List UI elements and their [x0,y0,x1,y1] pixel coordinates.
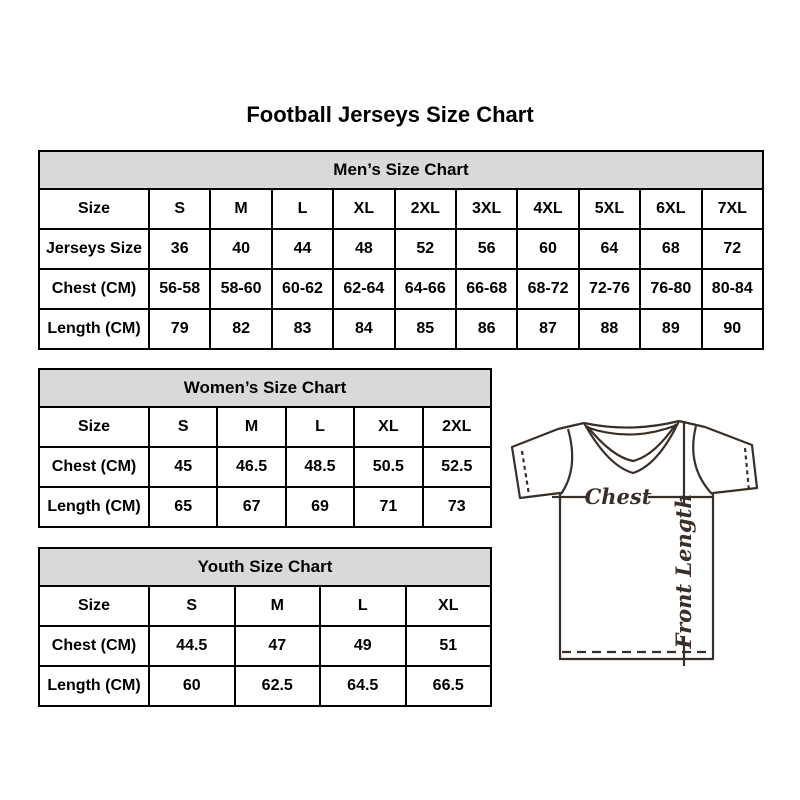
womens-table-row [39,407,491,447]
cell-value: XL [354,407,422,447]
jersey-outline [512,421,757,666]
cell-value: 68-72 [517,269,578,309]
row-label: Chest (CM) [39,269,149,309]
cell-value: 45 [149,447,217,487]
youth-table-title: Youth Size Chart [39,548,491,586]
youth-table-row [39,666,491,706]
cell-value: S [149,407,217,447]
cell-value: 46.5 [217,447,285,487]
jersey-diagram [500,410,770,670]
cell-value: 71 [354,487,422,527]
cell-value: 56-58 [149,269,210,309]
cell-value: 60 [517,229,578,269]
row-label: Chest (CM) [39,447,149,487]
cell-value: XL [333,189,394,229]
cell-value: 80-84 [702,269,763,309]
row-label: Length (CM) [39,666,149,706]
youth-table-row [39,626,491,666]
cell-value: L [272,189,333,229]
cell-value: S [149,189,210,229]
cell-value: 85 [395,309,456,349]
row-label: Size [39,586,149,626]
cell-value: 56 [456,229,517,269]
cell-value: 50.5 [354,447,422,487]
cell-value: 65 [149,487,217,527]
row-label: Length (CM) [39,309,149,349]
cell-value: M [217,407,285,447]
cell-value: 49 [320,626,406,666]
mens-table-title: Men’s Size Chart [39,151,763,189]
row-label: Size [39,189,149,229]
cell-value: 51 [406,626,492,666]
row-label: Size [39,407,149,447]
cell-value: L [286,407,354,447]
cell-value: 40 [210,229,271,269]
cell-value: 44 [272,229,333,269]
chest-label: Chest [584,484,652,509]
cell-value: 86 [456,309,517,349]
mens-table-row [39,309,763,349]
cell-value: XL [406,586,492,626]
cell-value: 64 [579,229,640,269]
mens-table-row [39,229,763,269]
cell-value: 64-66 [395,269,456,309]
cell-value: 79 [149,309,210,349]
womens-table-title: Women’s Size Chart [39,369,491,407]
cell-value: 66-68 [456,269,517,309]
cell-value: 48 [333,229,394,269]
cell-value: 2XL [395,189,456,229]
cell-value: 2XL [423,407,491,447]
cell-value: 76-80 [640,269,701,309]
cell-value: 64.5 [320,666,406,706]
cell-value: 48.5 [286,447,354,487]
cell-value: M [235,586,321,626]
cell-value: 82 [210,309,271,349]
youth-size-table [38,547,492,707]
row-label: Chest (CM) [39,626,149,666]
cell-value: 6XL [640,189,701,229]
cell-value: 72-76 [579,269,640,309]
cell-value: 60 [149,666,235,706]
womens-size-table [38,368,492,528]
cell-value: 73 [423,487,491,527]
cell-value: 3XL [456,189,517,229]
cell-value: 69 [286,487,354,527]
right-cuff-stitch [745,448,749,491]
cell-value: 44.5 [149,626,235,666]
left-cuff-stitch [522,451,529,495]
mens-table-row [39,269,763,309]
cell-value: 89 [640,309,701,349]
cell-value: 4XL [517,189,578,229]
cell-value: M [210,189,271,229]
row-label: Length (CM) [39,487,149,527]
cell-value: 52 [395,229,456,269]
cell-value: 52.5 [423,447,491,487]
cell-value: 62-64 [333,269,394,309]
cell-value: 88 [579,309,640,349]
cell-value: 58-60 [210,269,271,309]
cell-value: 60-62 [272,269,333,309]
cell-value: 66.5 [406,666,492,706]
youth-table-row [39,586,491,626]
cell-value: 90 [702,309,763,349]
womens-table-row [39,447,491,487]
cell-value: 84 [333,309,394,349]
cell-value: 47 [235,626,321,666]
mens-size-table [38,150,764,350]
cell-value: 36 [149,229,210,269]
mens-table-row [39,189,763,229]
front-length-label: Front Length [671,493,696,649]
cell-value: 62.5 [235,666,321,706]
cell-value: 68 [640,229,701,269]
cell-value: 83 [272,309,333,349]
cell-value: 72 [702,229,763,269]
cell-value: L [320,586,406,626]
cell-value: S [149,586,235,626]
cell-value: 5XL [579,189,640,229]
cell-value: 87 [517,309,578,349]
cell-value: 67 [217,487,285,527]
row-label: Jerseys Size [39,229,149,269]
cell-value: 7XL [702,189,763,229]
womens-table-row [39,487,491,527]
page-title: Football Jerseys Size Chart [246,102,534,127]
